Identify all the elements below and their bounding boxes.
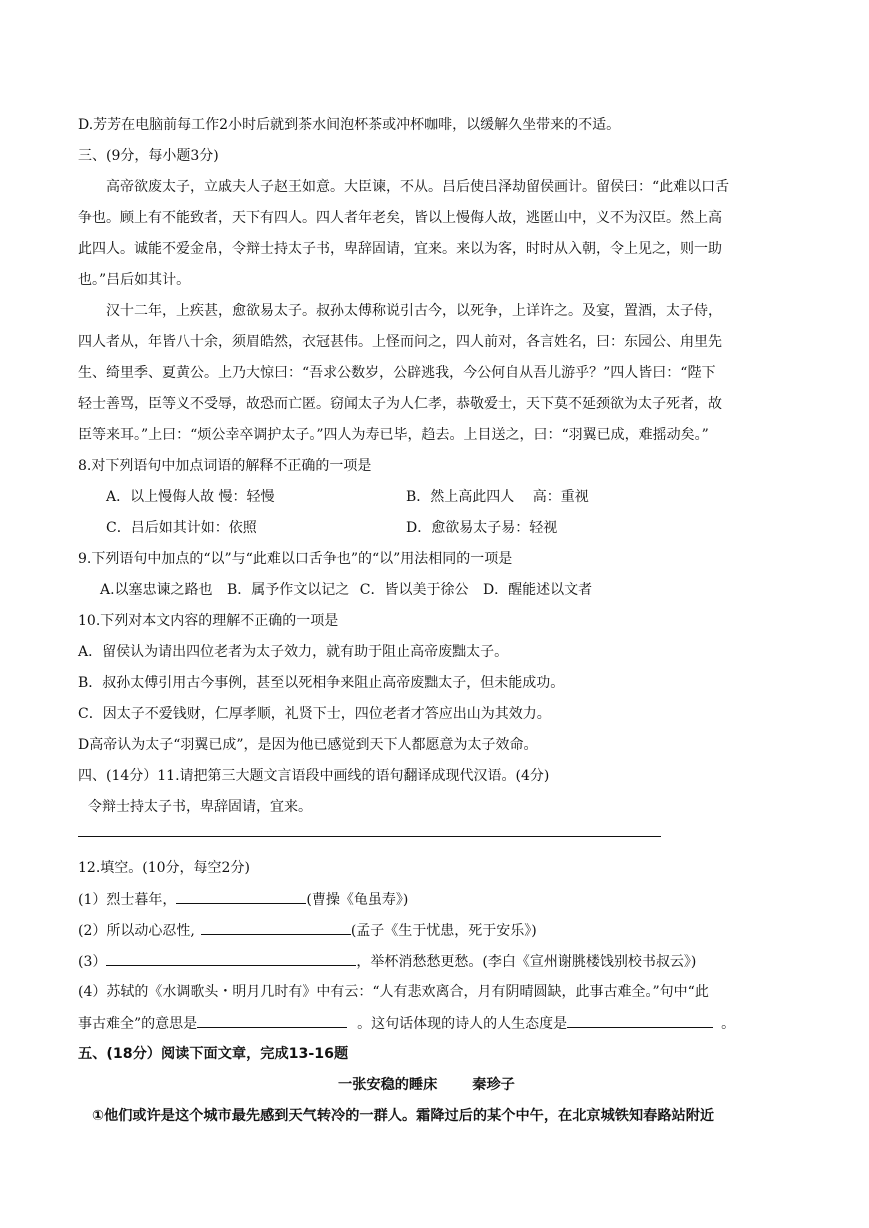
question-11-stem: 四、(14分）11.请把第三大题文言语段中画线的语句翻译成现代汉语。(4分) [78, 768, 550, 784]
question-9-option-d: D．醒能述以文者 [482, 582, 593, 598]
question-12-item-3-prefix: (3） [78, 954, 107, 970]
section-five-heading: 五、(18分）阅读下面文章，完成13-16题 [78, 1046, 349, 1062]
question-12-stem: 12.填空。(10分，每空2分) [78, 860, 250, 876]
question-10-option-d: D高帝认为太子“羽翼已成”，是因为他已感觉到天下人都愿意为太子效命。 [78, 737, 538, 753]
question-12-item-3 [78, 951, 696, 972]
question-12-item-4-end: 。 [721, 1016, 736, 1032]
article-title-row [338, 1075, 515, 1095]
question-9-option-b: B．属予作文以记之 [227, 582, 350, 598]
question-8-option-a: A．以上慢侮人故 慢：轻慢 [106, 489, 275, 505]
question-12-item-3-source: ，举杯消愁愁更愁。(李白《宣州谢朓楼饯别校书叔云》) [356, 954, 697, 970]
question-8-option-c: C．吕后如其计如：依照 [106, 520, 257, 536]
question-12-item-4: (4）苏轼的《水调歌头・明月几时有》中有云：“人有悲欢离合，月有阴晴圆缺，此事古难全。”句中“此 [78, 984, 709, 1000]
question-12-item-4-attitude-label: 。这句话体现的诗人的人生态度是 [357, 1016, 568, 1032]
question-12-item-1-prefix: (1）烈士暮年， [78, 892, 177, 908]
question-12-item-1-source: (曹操《龟虽寿》) [306, 892, 409, 908]
question-9-option-a: A.以塞忠谏之路也 [100, 582, 213, 598]
section-three-heading: 三、(9分，每小题3分) [78, 148, 219, 164]
passage-paragraph-2-line-5: 臣等来耳。”上曰：“烦公幸卒调护太子。”四人为寿已毕，趋去。上目送之，曰：“羽翼已成，难摇动矣。” [78, 427, 709, 443]
question-12-item-2-source: (孟子《生于忧患，死于安乐》) [350, 923, 537, 939]
question-8-stem: 8.对下列语句中加点词语的解释不正确的一项是 [78, 458, 372, 474]
question-9-options [100, 580, 592, 600]
passage-paragraph-1-line-3: 此四人。诚能不爱金帛，令辩士持太子书，卑辞固请，宜来。来以为客，时时从入朝，令上见之，则一助 [78, 241, 722, 257]
question-12-item-2-prefix: (2）所以动心忍性, [78, 923, 195, 939]
question-10-option-a: A．留侯认为请出四位老者为太子效力，就有助于阻止高帝废黜太子。 [78, 644, 509, 660]
passage-paragraph-2-line-2: 四人者从，年皆八十余，须眉皓然，衣冠甚伟。上怪而问之，四人前对，各言姓名，曰：东园公、甪里先 [78, 334, 722, 350]
article-title: 一张安稳的睡床 [338, 1077, 438, 1093]
question-8-option-b: B．然上高此四人 高：重视 [406, 489, 589, 505]
question-8-option-d: D．愈欲易太子易：轻视 [406, 520, 558, 536]
fill-blank-3[interactable] [106, 951, 356, 966]
question-10-option-b: B．叔孙太傅引用古今事例，甚至以死相争来阻止高帝废黜太子，但未能成功。 [78, 675, 565, 691]
question-12-item-4-continued [78, 1013, 735, 1034]
passage-paragraph-1-line-2: 争也。顾上有不能致者，天下有四人。四人者年老矣，皆以上慢侮人故，逃匿山中，义不为汉臣。然上高 [78, 210, 722, 226]
passage-paragraph-2-line-3: 生、绮里季、夏黄公。上乃大惊曰：“吾求公数岁，公辟逃我，今公何自从吾儿游乎？”四人皆曰：“陛下 [78, 365, 716, 381]
passage-paragraph-1-line-1: 高帝欲废太子，立戚夫人子赵王如意。大臣谏，不从。吕后使吕泽劫留侯画计。留侯曰：“此难以口舌 [106, 179, 730, 195]
question-12-item-2 [78, 920, 537, 941]
question-9-stem: 9.下列语句中加点的“以”与“此难以口舌争也”的“以”用法相同的一项是 [78, 551, 513, 567]
passage-paragraph-1-line-4: 也。”吕后如其计。 [78, 272, 191, 288]
question-10-stem: 10.下列对本文内容的理解不正确的一项是 [78, 613, 339, 629]
question-9-option-c: C．皆以美于徐公 [359, 582, 469, 598]
passage-paragraph-2-line-4: 轻士善骂，臣等义不受辱，故恐而亡匿。窃闻太子为人仁孝，恭敬爱士，天下莫不延颈欲为太子死者，故 [78, 396, 722, 412]
fill-blank-5[interactable] [567, 1013, 713, 1028]
fill-blank-2[interactable] [201, 920, 351, 935]
fill-blank-1[interactable] [176, 889, 306, 904]
article-paragraph-1: ①他们或许是这个城市最先感到天气转冷的一群人。霜降过后的某个中午，在北京城铁知春路站附近 [92, 1108, 715, 1124]
question-11-sentence: 令辩士持太子书，卑辞固请，宜来。 [88, 799, 312, 815]
answer-line-11[interactable] [78, 836, 661, 837]
option-d-prev-question: D.芳芳在电脑前每工作2小时后就到茶水间泡杯茶或冲杯咖啡，以缓解久坐带来的不适。 [78, 117, 621, 133]
question-12-item-1 [78, 889, 408, 910]
fill-blank-4[interactable] [197, 1013, 347, 1028]
passage-paragraph-2-line-1: 汉十二年，上疾甚，愈欲易太子。叔孙太傅称说引古今，以死争，上详许之。及宴，置酒，太子侍， [106, 303, 722, 319]
article-author: 秦珍子 [472, 1077, 515, 1093]
question-12-item-4-meaning-label: 事古难全”的意思是 [78, 1016, 198, 1032]
question-10-option-c: C．因太子不爱钱财，仁厚孝顺，礼贤下士，四位老者才答应出山为其效力。 [78, 706, 551, 722]
